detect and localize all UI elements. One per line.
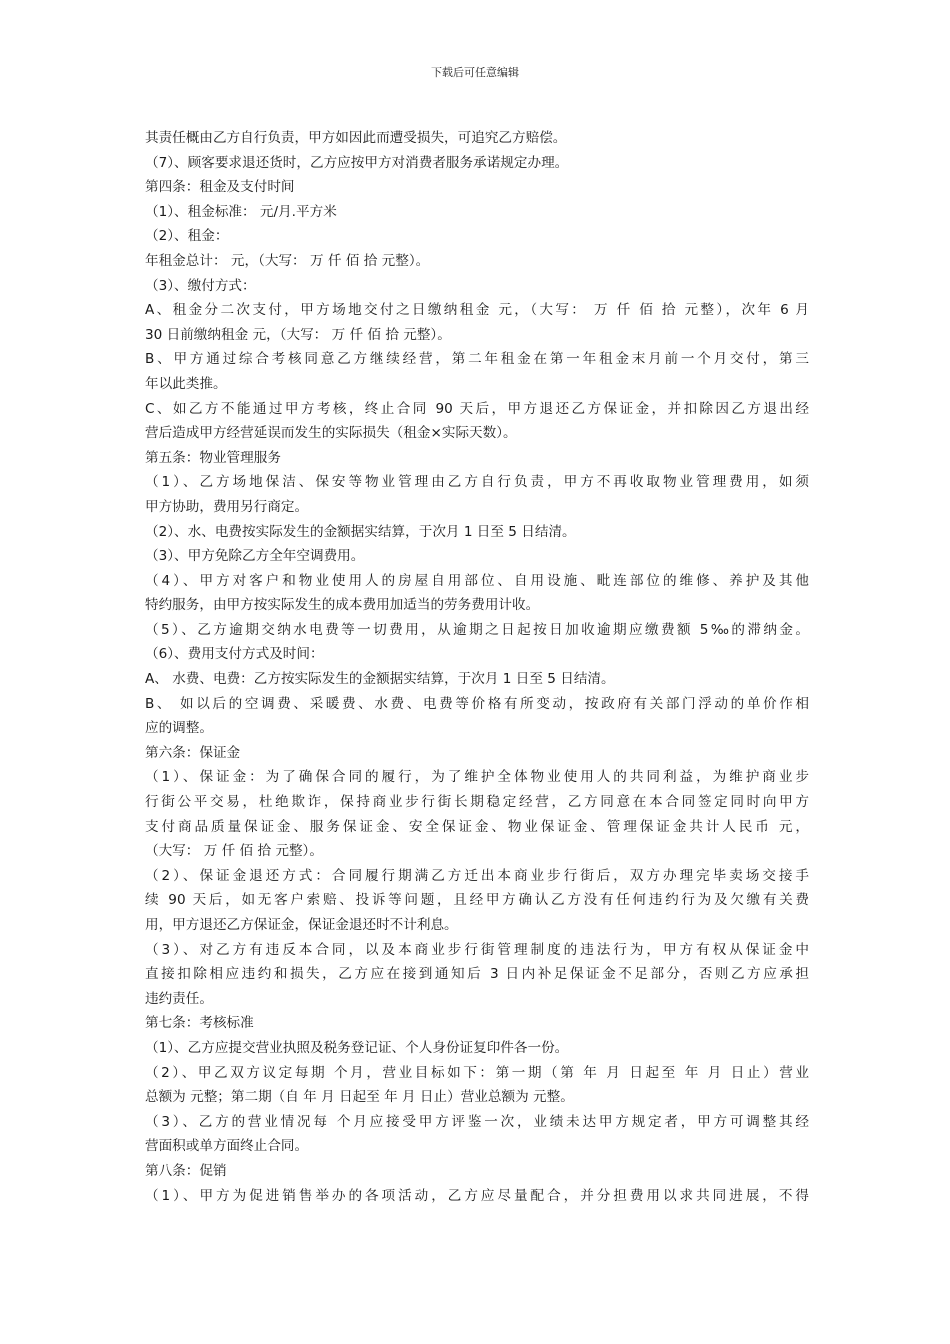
text-line: （2）、甲乙双方议定每期 个月，营业目标如下：第一期（第 年 月 日起至 年 月 日止）营业 [145,1064,809,1081]
text-line: 第五条：物业管理服务 [145,449,281,466]
text-line: （1）、保证金：为了确保合同的履行，为了维护全体物业使用人的共同利益，为维护商业步 [145,769,809,786]
text-line: （2）、租金： [145,228,229,245]
text-line: 第七条：考核标准 [145,1015,254,1032]
text-line: 续 90 天后，如无客户索赔、投诉等问题，且经甲方确认乙方没有任何违约行为及欠缴有关费 [145,892,809,909]
text-line: 第八条：促销 [145,1162,227,1179]
text-line: 营后造成甲方经营延误而发生的实际损失（租金×实际天数）。 [145,425,517,442]
text-line: A、租金分二次支付，甲方场地交付之日缴纳租金 元，（大写： 万 仟 佰 拾 元整），次年 6 月 [145,302,809,319]
page-header: 下载后可任意编辑 [431,66,519,79]
text-line: （3）、甲方免除乙方全年空调费用。 [145,548,365,565]
text-line: 第四条：租金及支付时间 [145,179,295,196]
text-line: （1）、乙方应提交营业执照及税务登记证、个人身份证复印件各一份。 [145,1039,569,1056]
text-line: 30 日前缴纳租金 元，（大写： 万 仟 佰 拾 元整）。 [145,326,451,343]
text-line: 特约服务，由甲方按实际发生的成本费用加适当的劳务费用计收。 [145,597,540,614]
text-line: 甲方协助，费用另行商定。 [145,498,309,515]
text-line: 支付商品质量保证金、服务保证金、安全保证金、物业保证金、管理保证金共计人民币 元， [145,818,809,835]
text-line: 营面积或单方面终止合同。 [145,1138,309,1155]
text-line: 年租金总计： 元，（大写： 万 仟 佰 拾 元整）。 [145,252,430,269]
text-line: 其责任概由乙方自行负责，甲方如因此而遭受损失，可追究乙方赔偿。 [145,130,567,146]
text-line: 行街公平交易，杜绝欺诈，保持商业步行街长期稳定经营，乙方同意在本合同签定同时向甲方 [145,794,809,811]
text-line: 第六条：保证金 [145,744,241,761]
text-line: （2）、保证金退还方式：合同履行期满乙方迁出本商业步行街后，双方办理完毕卖场交接手 [145,867,809,884]
text-line: （1）、甲方为促进销售举办的各项活动，乙方应尽量配合，并分担费用以求共同进展，不得 [145,1187,809,1204]
text-line: 年以此类推。 [145,375,227,392]
text-line: （3）、对乙方有违反本合同，以及本商业步行街管理制度的违法行为，甲方有权从保证金中 [145,941,809,958]
document-body [145,126,809,1208]
text-line: （4）、甲方对客户和物业使用人的房屋自用部位、自用设施、毗连部位的维修、养护及其他 [145,572,809,589]
text-line: B、 如以后的空调费、采暖费、水费、电费等价格有所变动，按政府有关部门浮动的单价作相 [145,695,809,712]
text-line: （1）、租金标准： 元/月.平方米 [145,203,337,220]
text-line: （3）、缴付方式： [145,277,256,294]
text-line: A、 水费、电费：乙方按实际发生的金额据实结算，于次月 1 日至 5 日结清。 [145,671,615,688]
text-line: 违约责任。 [145,990,213,1007]
text-line: （5）、乙方逾期交纳水电费等一切费用，从逾期之日起按日加收逾期应缴费额 5‰的滞纳金。 [145,621,809,638]
text-line: C、如乙方不能通过甲方考核，终止合同 90 天后，甲方退还乙方保证金，并扣除因乙方退出经 [145,400,809,417]
text-line: 直接扣除相应违约和损失，乙方应在接到通知后 3 日内补足保证金不足部分，否则乙方应承担 [145,966,809,983]
text-line: 总额为 元整；第二期（自 年 月 日起至 年 月 日止）营业总额为 元整。 [145,1089,574,1106]
text-line: （大写： 万 仟 佰 拾 元整）。 [145,843,323,860]
text-line: （6）、费用支付方式及时间： [145,646,324,663]
text-line: 应的调整。 [145,720,213,737]
text-line: （3）、乙方的营业情况每 个月应接受甲方评鉴一次，业绩未达甲方规定者，甲方可调整其经 [145,1113,809,1130]
text-line: B、甲方通过综合考核同意乙方继续经营，第二年租金在第一年租金末月前一个月交付，第三 [145,351,809,368]
text-line: （2）、水、电费按实际发生的金额据实结算，于次月 1 日至 5 日结清。 [145,523,576,540]
text-line: （1）、乙方场地保洁、保安等物业管理由乙方自行负责，甲方不再收取物业管理费用，如须 [145,474,809,491]
text-line: （7）、顾客要求退还货时，乙方应按甲方对消费者服务承诺规定办理。 [145,154,569,171]
text-line: 用，甲方退还乙方保证金，保证金退还时不计利息。 [145,917,458,933]
